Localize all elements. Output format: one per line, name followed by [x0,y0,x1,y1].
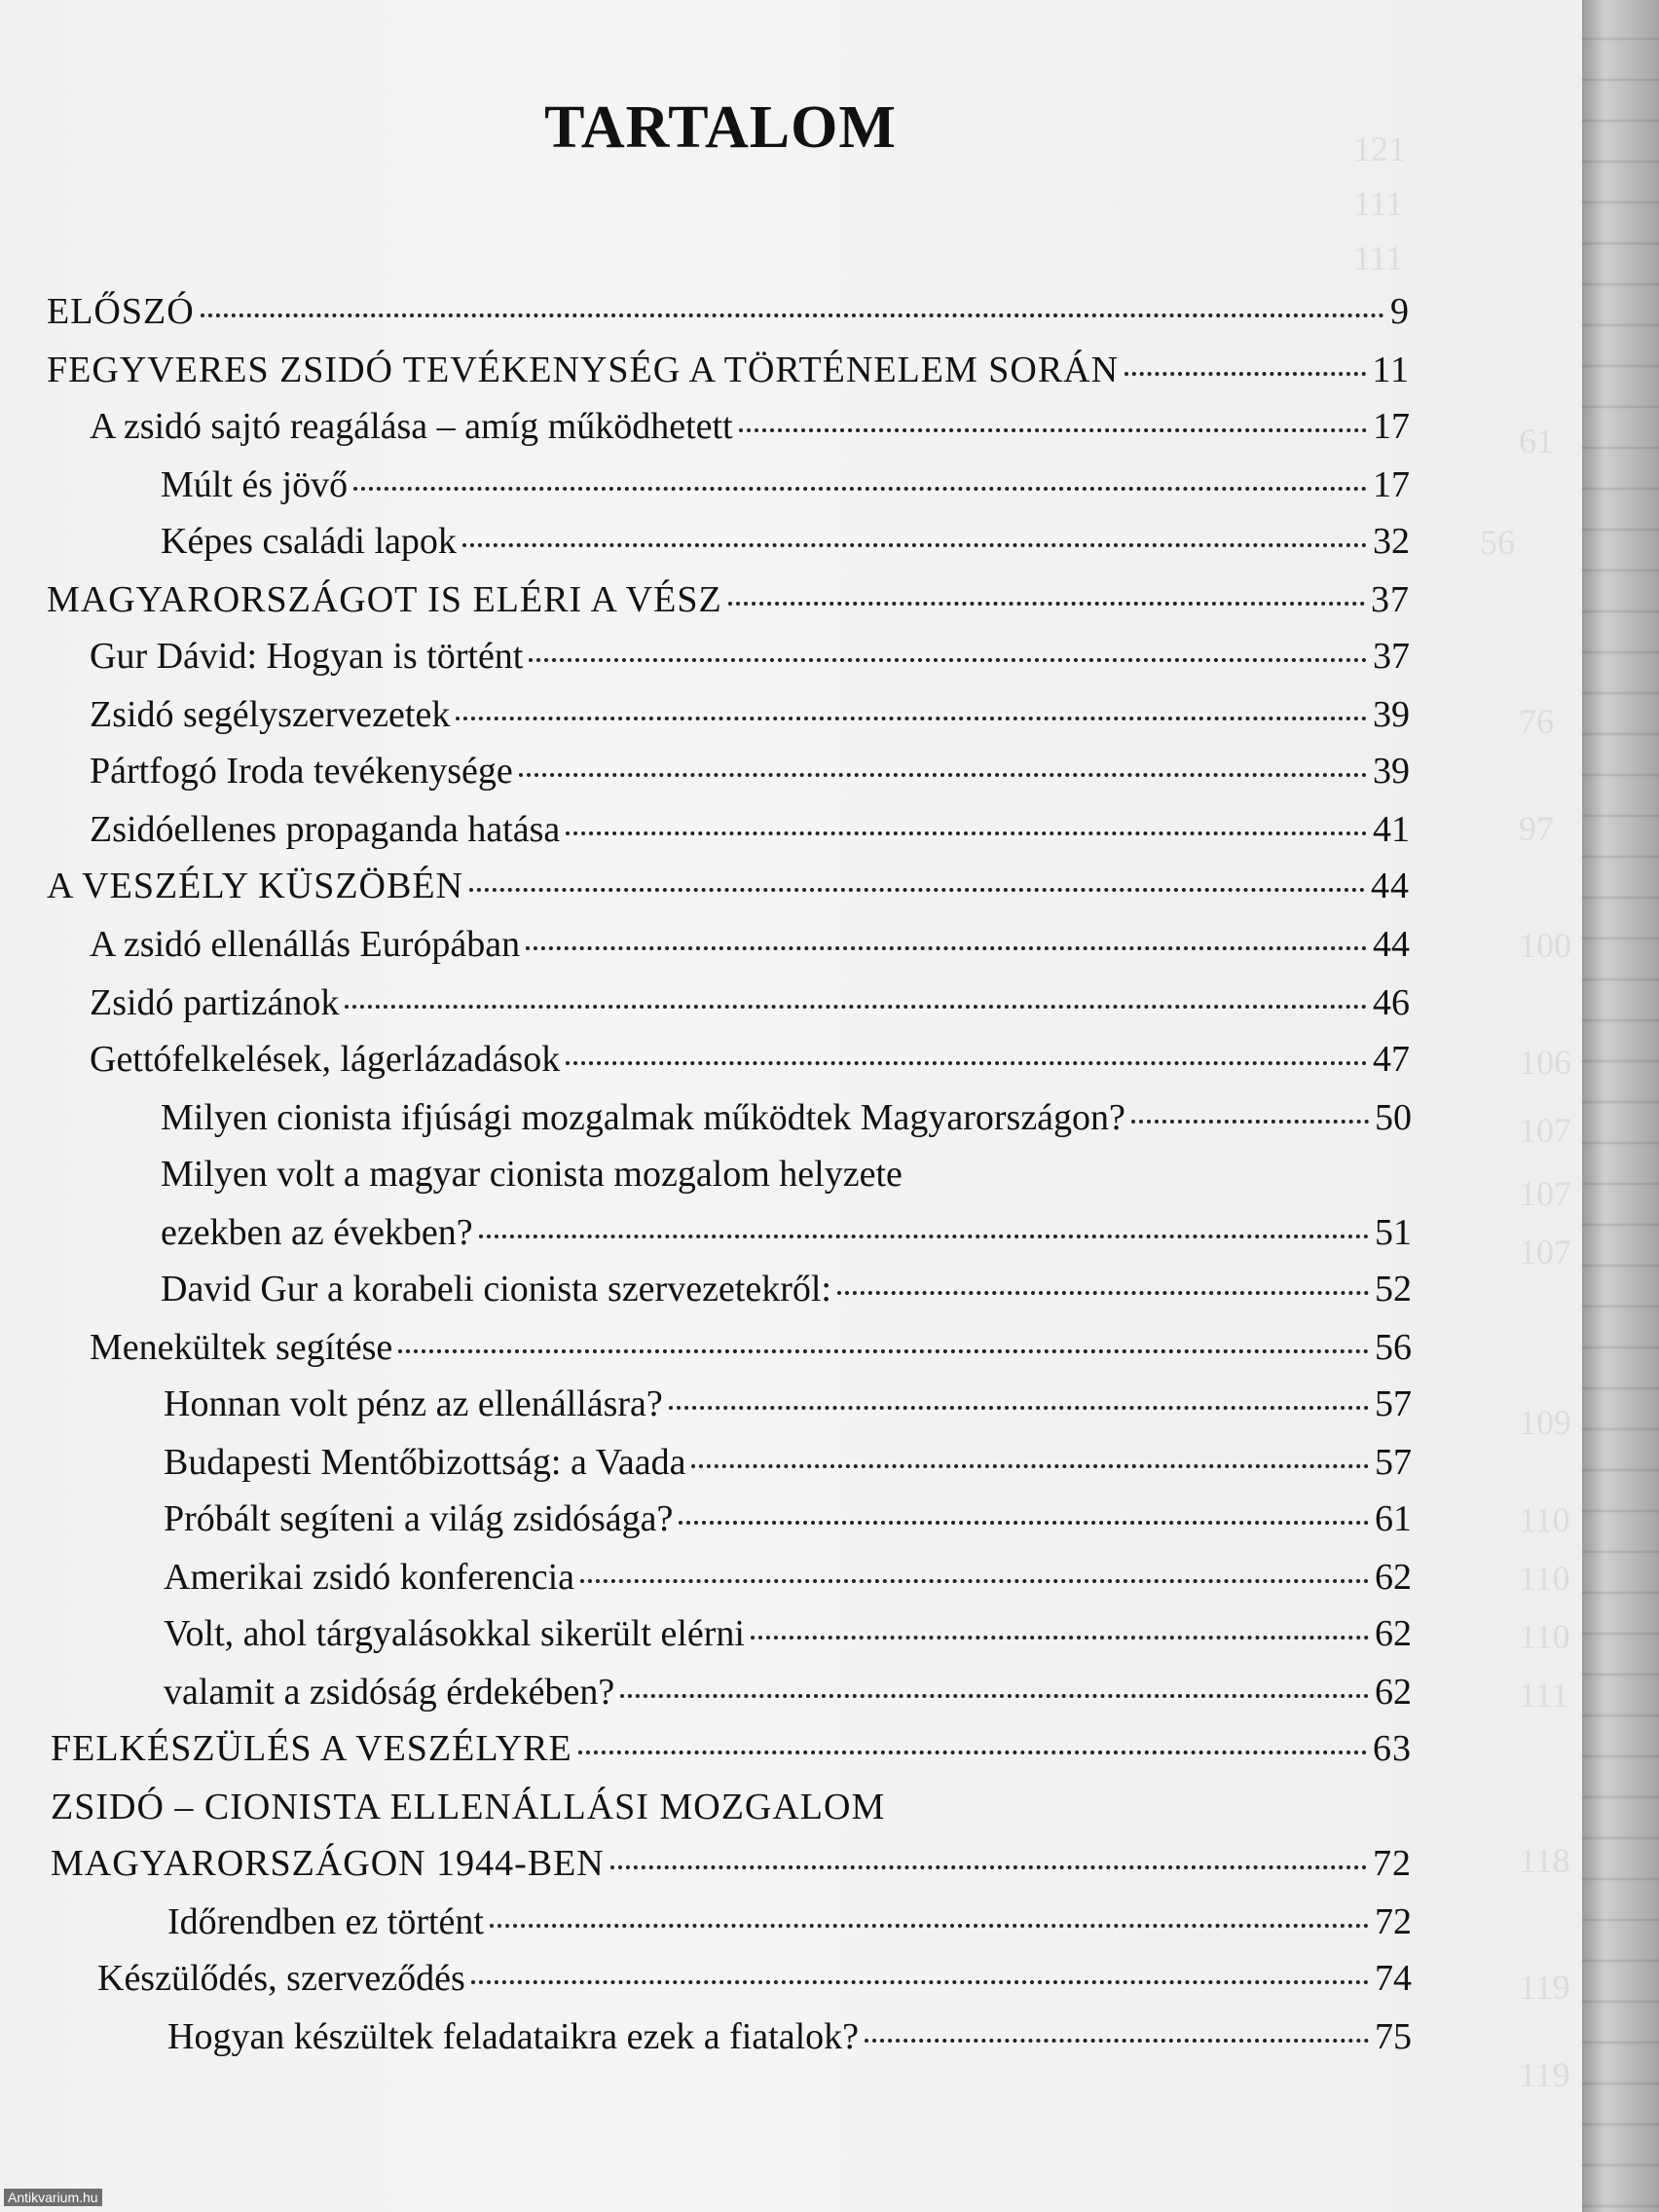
watermark: Antikvarium.hu [4,2189,102,2206]
dot-leader [353,487,1367,491]
dot-leader [578,1751,1367,1754]
toc-entry-label: Múlt és jövő [161,464,349,505]
toc-entry-page: 46 [1373,982,1410,1023]
toc-entry [161,1145,1412,1203]
dot-leader [566,1061,1367,1065]
toc-entry [164,1663,1412,1721]
toc-entry-label: MAGYARORSZÁGOT IS ELÉRI A VÉSZ [47,579,722,620]
toc-entry-page: 50 [1375,1097,1412,1138]
dot-leader [456,717,1367,720]
toc-entry [90,627,1410,685]
toc-entry-label: Milyen cionista ifjúsági mozgalmak működtek Magyarországon? [161,1097,1125,1138]
dot-leader [739,428,1367,432]
toc-entry [47,282,1410,341]
toc-entry [161,1088,1412,1147]
toc-entry-page: 56 [1375,1327,1412,1368]
toc-entry [51,1719,1412,1778]
toc-entry-page: 47 [1373,1039,1410,1080]
toc-entry-label: Volt, ahol tárgyalásokkal sikerült elérni [164,1613,745,1654]
toc-entry-page: 44 [1373,924,1410,965]
dot-leader [526,946,1367,950]
toc-entry-page: 74 [1375,1958,1412,1999]
toc-entry [97,1949,1412,2008]
toc-entry-label: Gettófelkelések, lágerlázadások [90,1039,561,1080]
toc-entry-page: 52 [1375,1269,1412,1309]
toc-entry [164,1548,1412,1606]
dot-leader [201,313,1384,317]
toc-entry-page: 63 [1373,1728,1412,1769]
toc-entry-page: 44 [1371,866,1410,906]
dot-leader [398,1349,1369,1353]
toc-entry-label: Amerikai zsidó konferencia [164,1557,575,1598]
toc-entry-page: 37 [1373,636,1410,677]
toc-entry-label: Időrendben ez történt [167,1901,484,1942]
toc-entry-label: ELŐSZÓ [47,291,195,332]
toc-entry-label: Zsidóellenes propaganda hatása [90,809,561,850]
toc-entry-label: FELKÉSZÜLÉS A VESZÉLYRE [51,1728,572,1769]
toc-entry-page: 72 [1375,1901,1412,1942]
toc-entry-label: Gur Dávid: Hogyan is történt [90,636,524,677]
toc-entry-page: 62 [1375,1613,1412,1654]
dot-leader [728,602,1365,606]
toc-entry [90,397,1410,456]
toc-entry-page: 32 [1373,521,1410,562]
dot-leader [610,1865,1367,1869]
toc-entry-page: 41 [1373,809,1410,850]
toc-entry [167,1893,1412,1951]
toc-entry-label: ZSIDÓ – CIONISTA ELLENÁLLÁSI MOZGALOM [51,1787,886,1827]
page-title: TARTALOM [544,94,897,161]
toc-entry-label: Próbált segíteni a világ zsidósága? [164,1498,674,1539]
toc-entry [51,1834,1412,1893]
toc-entry-page: 17 [1373,464,1410,505]
toc-entry-label: Milyen volt a magyar cionista mozgalom helyzete [161,1154,903,1195]
bleed-through-text: 121 111 111 61 56 76 97 100 106 107 107 107 109 110 110 110 111 118 119 119 [1353,129,1571,2094]
toc-entry-page: 57 [1375,1442,1412,1483]
toc-entry-page: 39 [1373,751,1410,792]
toc-entry-label: Honnan volt pénz az ellenállásra? [164,1383,663,1424]
toc-entry-label: valamit a zsidóság érdekében? [164,1672,615,1713]
dot-leader [751,1636,1369,1640]
toc-entry [161,1260,1412,1318]
dot-leader [837,1291,1369,1295]
toc-entry-label: Zsidó segélyszervezetek [90,694,451,735]
toc-entry-label: Készülődés, szerveződés [97,1958,465,1999]
toc-entry [164,1604,1412,1663]
toc-entry-page: 11 [1372,350,1410,390]
dot-leader [1124,372,1366,376]
dot-leader [691,1464,1369,1468]
toc-entry [90,685,1410,744]
dot-leader [469,888,1365,892]
toc-entry-label: Képes családi lapok [161,521,457,562]
dot-leader [471,1980,1369,1984]
toc-entry [90,742,1410,800]
dot-leader [345,1005,1367,1009]
dot-leader [679,1521,1369,1525]
toc-entry-label: Budapesti Mentőbizottság: a Vaada [164,1442,686,1483]
spine-texture [1582,0,1659,2212]
toc-entry [164,1375,1412,1433]
toc-entry [90,1318,1412,1377]
toc-entry [47,341,1410,399]
dot-leader [519,773,1367,777]
toc-entry-label: Pártfogó Iroda tevékenysége [90,751,513,792]
toc-entry [161,1203,1412,1262]
toc-entry [90,915,1410,974]
toc-entry-label: A zsidó ellenállás Európában [90,924,521,965]
toc-entry-page: 9 [1390,291,1410,332]
dot-leader [479,1235,1369,1238]
dot-leader [529,658,1367,662]
toc-entry-page: 61 [1375,1498,1412,1539]
toc-entry-label: ezekben az években? [161,1212,473,1253]
toc-entry [161,512,1410,571]
dot-leader [620,1694,1369,1698]
toc-entry-label: A VESZÉLY KÜSZÖBÉN [47,866,463,906]
toc-entry-page: 39 [1373,694,1410,735]
toc-entry [90,974,1410,1032]
toc-entry [164,1433,1412,1492]
toc-entry-page: 72 [1373,1843,1412,1884]
dot-leader [669,1406,1369,1410]
toc-entry-page: 57 [1375,1383,1412,1424]
toc-entry-label: David Gur a korabeli cionista szervezetekről: [161,1269,831,1309]
toc-entry-page: 17 [1373,406,1410,447]
dot-leader [865,2039,1369,2043]
toc-entry-page: 37 [1371,579,1410,620]
dot-leader [462,543,1367,547]
toc-entry [161,456,1410,514]
dot-leader [490,1924,1369,1928]
toc-entry [167,2008,1412,2066]
toc-entry-label: Zsidó partizánok [90,982,340,1023]
toc-entry [90,1030,1410,1088]
toc-entry-label: FEGYVERES ZSIDÓ TEVÉKENYSÉG A TÖRTÉNELEM SORÁN [47,350,1120,390]
toc-entry [90,800,1410,859]
dot-leader [580,1579,1369,1583]
toc-entry-label: Hogyan készültek feladataikra ezek a fiatalok? [167,2016,860,2057]
toc-entry [164,1490,1412,1548]
toc-entry [47,571,1410,629]
toc-entry-page: 62 [1375,1557,1412,1598]
dot-leader [1131,1120,1369,1124]
toc-entry-label: MAGYARORSZÁGON 1944-BEN [51,1843,605,1884]
toc-entry-label: A zsidó sajtó reagálása – amíg működhetett [90,406,733,447]
dot-leader [566,831,1367,835]
toc-entry-page: 75 [1375,2016,1412,2057]
toc-entry [47,857,1410,915]
toc-entry-page: 62 [1375,1672,1412,1713]
toc-entry [51,1778,1412,1836]
toc-entry-page: 51 [1375,1212,1412,1253]
toc-entry-label: Menekültek segítése [90,1327,393,1368]
